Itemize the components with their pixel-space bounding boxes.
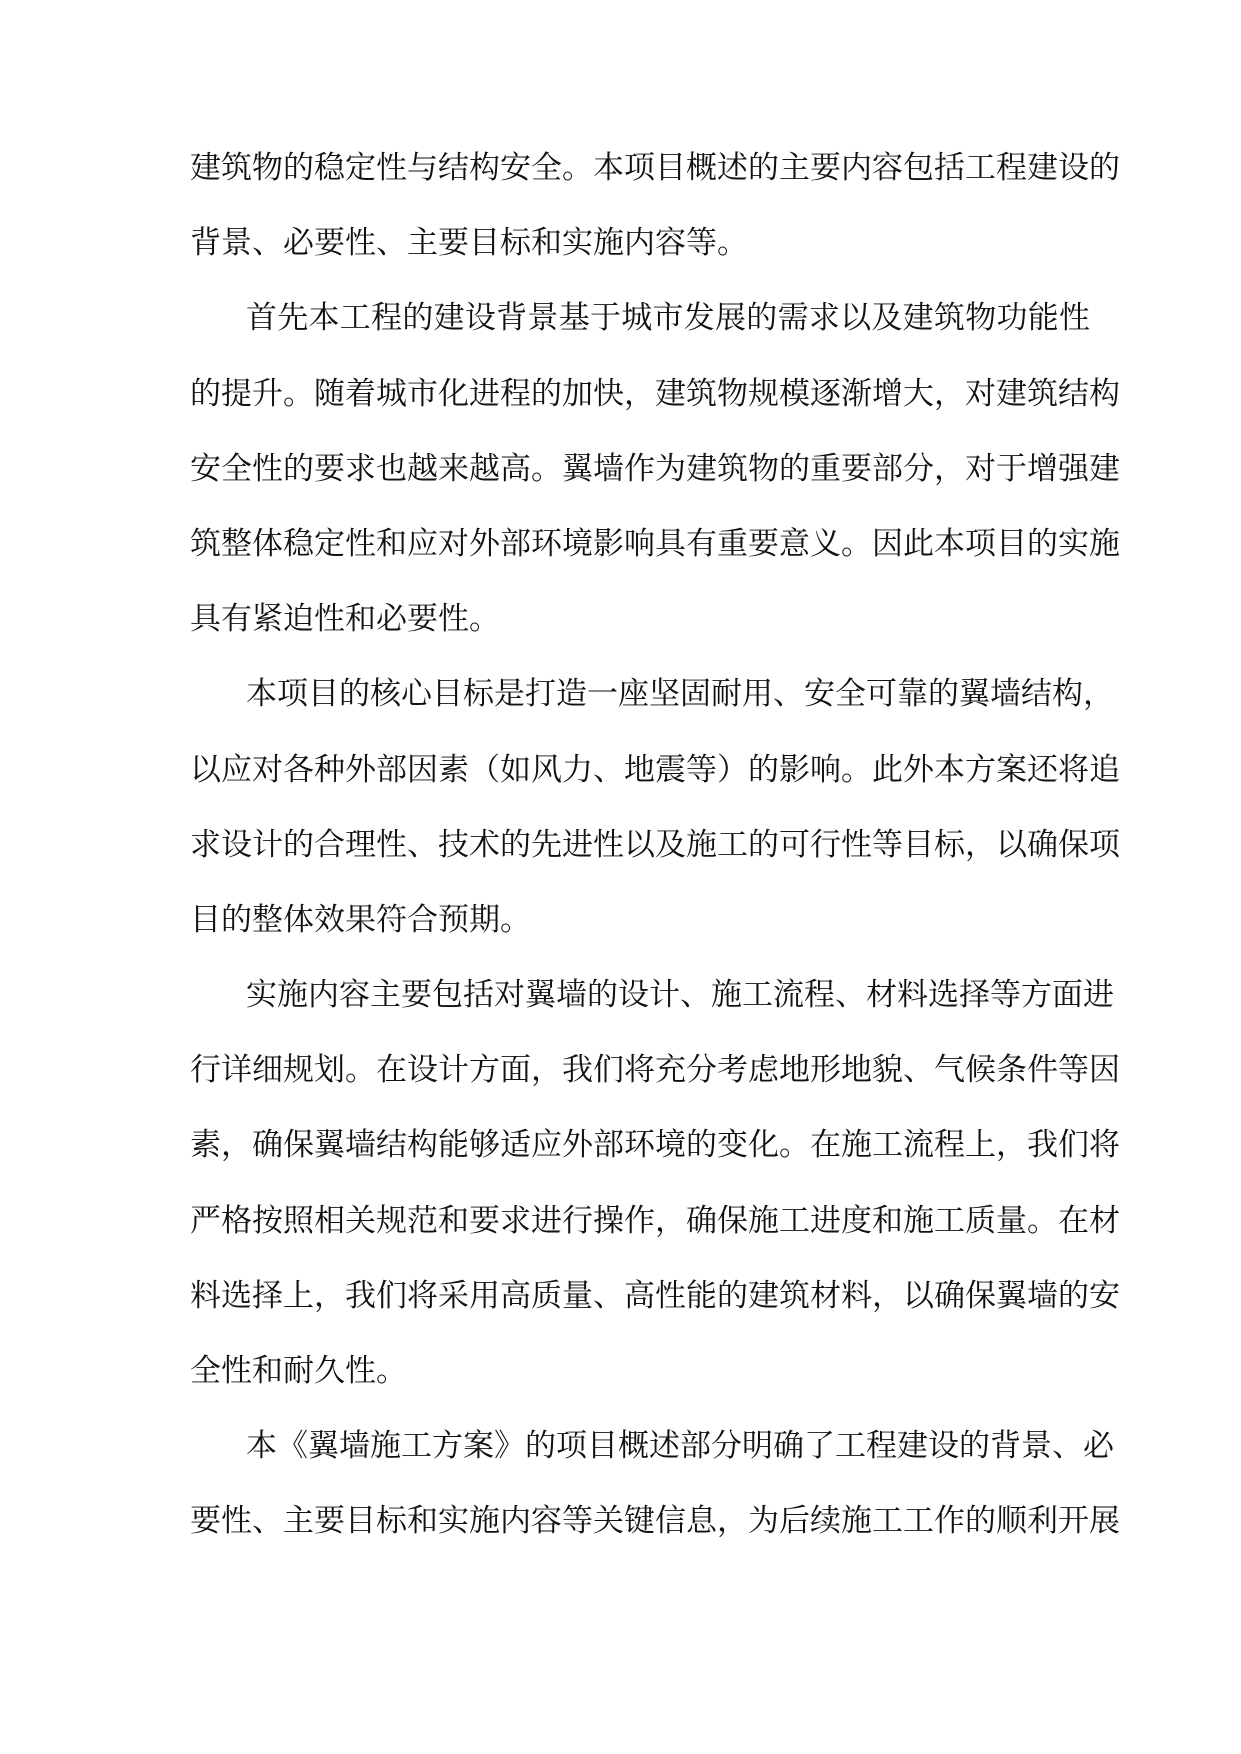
text-line: 背景、必要性、主要目标和实施内容等。 [190, 225, 748, 262]
text-line: 求设计的合理性、技术的先进性以及施工的可行性等目标，以确保项 [190, 826, 1120, 863]
body-text [190, 146, 1120, 1575]
paragraph-4 [190, 973, 1120, 1424]
text-line: 具有紧迫性和必要性。 [190, 601, 500, 638]
text-line: 筑整体稳定性和应对外部环境影响具有重要意义。因此本项目的实施 [190, 525, 1120, 562]
text-line: 实施内容主要包括对翼墙的设计、施工流程、材料选择等方面进 [246, 977, 1114, 1014]
paragraph-3 [190, 672, 1120, 973]
text-line: 料选择上，我们将采用高质量、高性能的建筑材料，以确保翼墙的安 [190, 1277, 1120, 1314]
text-line: 本项目的核心目标是打造一座坚固耐用、安全可靠的翼墙结构， [246, 676, 1114, 713]
text-line: 行详细规划。在设计方面，我们将充分考虑地形地貌、气候条件等因 [190, 1052, 1120, 1089]
paragraph-1 [190, 146, 1120, 296]
paragraph-2 [190, 296, 1120, 672]
text-line: 本《翼墙施工方案》的项目概述部分明确了工程建设的背景、必 [246, 1428, 1114, 1465]
paragraph-5 [190, 1424, 1120, 1574]
text-line: 严格按照相关规范和要求进行操作，确保施工进度和施工质量。在材 [190, 1202, 1120, 1239]
text-line: 要性、主要目标和实施内容等关键信息，为后续施工工作的顺利开展 [190, 1503, 1120, 1540]
text-line: 目的整体效果符合预期。 [190, 901, 531, 938]
text-line: 的提升。随着城市化进程的加快，建筑物规模逐渐增大，对建筑结构 [190, 375, 1120, 412]
text-line: 以应对各种外部因素（如风力、地震等）的影响。此外本方案还将追 [190, 751, 1120, 788]
text-line: 安全性的要求也越来越高。翼墙作为建筑物的重要部分，对于增强建 [190, 450, 1120, 487]
text-line: 建筑物的稳定性与结构安全。本项目概述的主要内容包括工程建设的 [190, 150, 1120, 186]
text-line: 素，确保翼墙结构能够适应外部环境的变化。在施工流程上，我们将 [190, 1127, 1120, 1164]
text-line: 全性和耐久性。 [190, 1353, 407, 1389]
text-line: 首先本工程的建设背景基于城市发展的需求以及建筑物功能性 [246, 300, 1090, 337]
